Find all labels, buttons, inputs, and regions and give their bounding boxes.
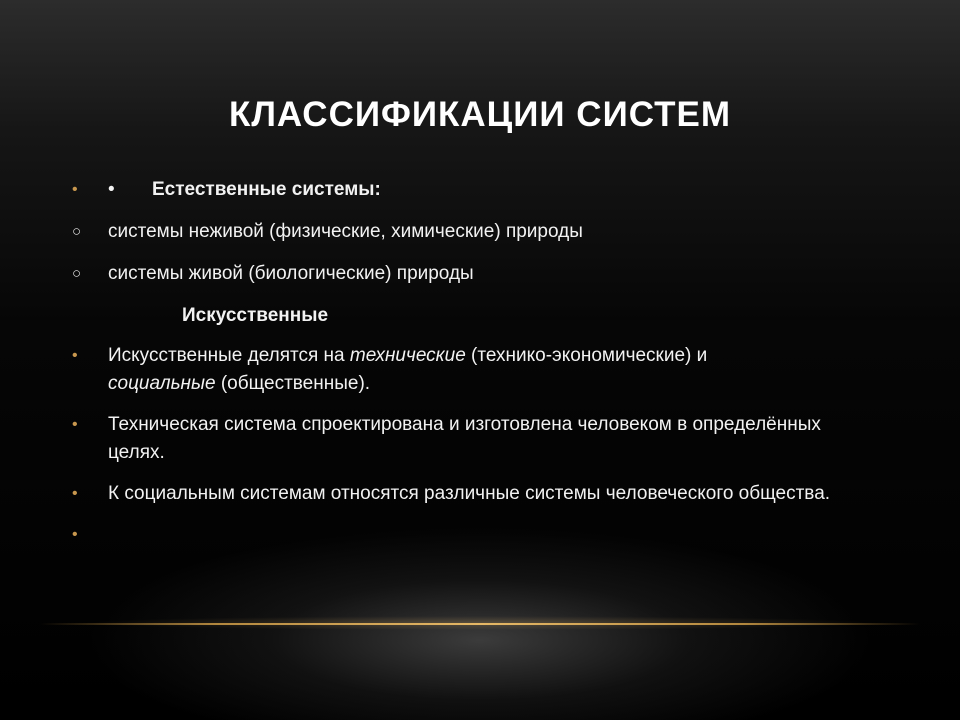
italic-term-technical: технические [349, 345, 466, 366]
bullet-icon: • [72, 485, 78, 502]
italic-term-social: социальные [108, 373, 216, 394]
list-item-living-systems [72, 260, 832, 288]
bullet-icon: • [72, 416, 78, 433]
slide-title: КЛАССИФИКАЦИИ СИСТЕМ [228, 95, 732, 134]
list-item-label [108, 342, 832, 398]
list-item-artificial-heading [72, 302, 832, 330]
decorative-horizon-line [40, 623, 920, 625]
bullet-icon: • [72, 181, 78, 198]
text-part: (общественные). [215, 373, 371, 394]
list-item-label: Техническая система спроектирована и изготовлена человеком в определённых целях. [108, 414, 821, 463]
list-item-natural-systems [72, 176, 832, 204]
list-item-label: системы неживой (физические, химические) природы [108, 221, 583, 242]
bullet-list [72, 176, 832, 549]
text-part: (технико-экономические) и [465, 345, 708, 366]
list-item-label: Естественные системы: [152, 179, 381, 200]
bullet-icon: • [72, 347, 78, 364]
list-item-technical-system [72, 411, 832, 467]
list-item-artificial-split [72, 342, 832, 398]
list-item-empty [72, 521, 832, 549]
list-item-nonliving-systems [72, 218, 832, 246]
subheading: Искусственные [182, 305, 329, 326]
bullet-icon: • [72, 526, 78, 543]
list-item-label: К социальным системам относятся различные системы человеческого общества. [108, 483, 831, 504]
inner-bullet-icon: • [108, 179, 115, 200]
list-item-social-system [72, 480, 832, 508]
circle-bullet-icon: ○ [72, 223, 82, 240]
circle-bullet-icon: ○ [72, 265, 82, 282]
list-item-label: системы живой (биологические) природы [108, 263, 474, 284]
text-part: Искусственные делятся на [108, 345, 350, 366]
